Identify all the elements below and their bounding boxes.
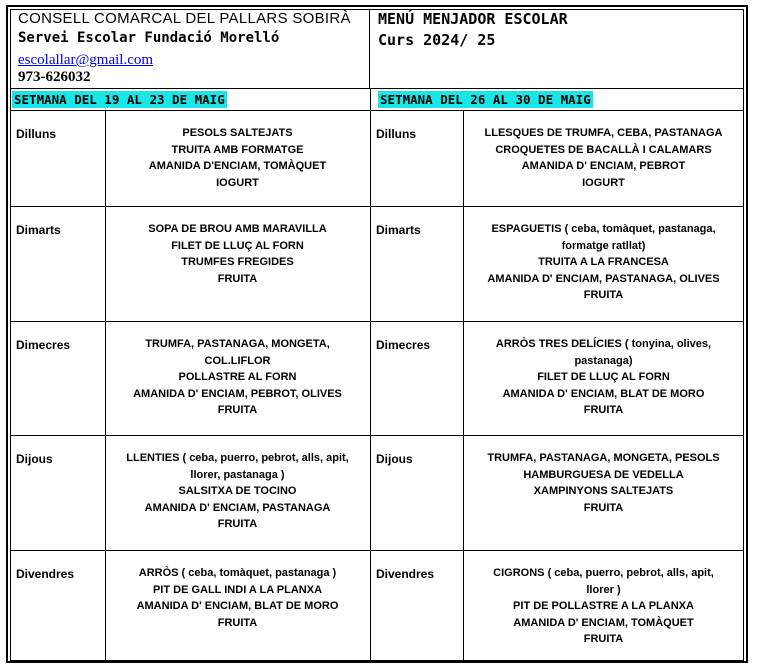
day-name: Dilluns bbox=[16, 127, 57, 141]
menu-grid bbox=[10, 111, 744, 661]
dish-list bbox=[109, 221, 366, 287]
dish-item: PIT DE POLLASTRE A LA PLANXA bbox=[513, 600, 694, 612]
day-row bbox=[10, 550, 744, 661]
dish-item: FRUITA bbox=[583, 404, 624, 416]
dish-item: TRUMFA, PASTANAGA, MONGETA, bbox=[145, 338, 330, 350]
day-name: Dimarts bbox=[376, 223, 421, 237]
dish-list bbox=[467, 450, 740, 516]
dish-list bbox=[109, 336, 366, 419]
dish-item: FRUITA bbox=[217, 616, 258, 629]
week-1-label: SETMANA DEL 19 AL 23 DE MAIG bbox=[14, 92, 225, 107]
day-name: Dijous bbox=[376, 452, 413, 466]
dish-item: formatge ratllat) bbox=[561, 239, 646, 252]
dish-item: SOPA DE BROU AMB MARAVILLA bbox=[148, 223, 327, 235]
dish-item: LLENTIES ( ceba, puerro, pebrot, alls, apit, bbox=[126, 452, 349, 464]
week-2-label: SETMANA DEL 26 AL 30 DE MAIG bbox=[380, 92, 591, 107]
dish-list bbox=[467, 221, 740, 304]
dish-item: ARRÒS ( ceba, tomàquet, pastanaga ) bbox=[138, 567, 337, 579]
day-name: Dimecres bbox=[376, 338, 431, 352]
day-row bbox=[10, 111, 744, 206]
day-name: Dilluns bbox=[376, 127, 417, 141]
dish-item: FRUITA bbox=[217, 404, 258, 416]
dish-item: TRUMFES FREGIDES bbox=[181, 256, 294, 268]
dish-item: llorer ) bbox=[586, 583, 621, 596]
dish-item: AMANIDA D' ENCIAM, PEBROT bbox=[521, 160, 686, 172]
dish-item: FRUITA bbox=[583, 501, 624, 514]
dish-list bbox=[109, 565, 366, 631]
dish-item: ARRÒS TRES DELÍCIES ( tonyina, olives, bbox=[495, 338, 712, 350]
service-name: Servei Escolar Fundació Morelló bbox=[18, 30, 280, 46]
dish-item: AMANIDA D' ENCIAM, PASTANAGA bbox=[144, 501, 331, 514]
dish-item: XAMPINYONS SALTEJATS bbox=[533, 485, 674, 497]
day-row bbox=[10, 206, 744, 321]
dish-item: PESOLS SALTEJATS bbox=[182, 127, 293, 139]
day-row bbox=[10, 435, 744, 550]
dish-item: FRUITA bbox=[583, 633, 624, 645]
dish-item: AMANIDA D'ENCIAM, TOMÀQUET bbox=[148, 160, 327, 172]
dish-item: FRUITA bbox=[217, 272, 258, 285]
dish-item: IOGURT bbox=[582, 176, 625, 189]
menu-title: MENÚ MENJADOR ESCOLAR bbox=[378, 10, 568, 28]
dish-item: TRUITA A LA FRANCESA bbox=[538, 256, 669, 268]
phone-number: 973-626032 bbox=[18, 69, 91, 85]
dish-item: IOGURT bbox=[216, 176, 259, 189]
dish-item: llorer, pastanaga ) bbox=[190, 468, 285, 481]
dish-item: FRUITA bbox=[583, 289, 624, 301]
day-name: Dijous bbox=[16, 452, 53, 466]
dish-item: SALSITXA DE TOCINO bbox=[178, 485, 297, 497]
dish-item: AMANIDA D' ENCIAM, BLAT DE MORO bbox=[502, 387, 705, 400]
dish-item: FILET DE LLUÇ AL FORN bbox=[171, 239, 304, 252]
day-name: Divendres bbox=[16, 567, 75, 581]
course-year: Curs 2024/ 25 bbox=[378, 31, 496, 49]
dish-item: FRUITA bbox=[217, 518, 258, 530]
header-left bbox=[10, 9, 370, 89]
dish-item: FILET DE LLUÇ AL FORN bbox=[537, 371, 670, 383]
dish-item: AMANIDA D' ENCIAM, BLAT DE MORO bbox=[136, 600, 339, 612]
day-name: Dimarts bbox=[16, 223, 61, 237]
dish-list bbox=[467, 125, 740, 191]
dish-list bbox=[467, 336, 740, 419]
dish-list bbox=[109, 125, 366, 191]
week-divider bbox=[370, 89, 371, 111]
dish-item: CROQUETES DE BACALLÀ I CALAMARS bbox=[495, 143, 712, 156]
email-link[interactable]: escolallar@gmail.com bbox=[18, 52, 154, 68]
org-name: CONSELL COMARCAL DEL PALLARS SOBIRÀ bbox=[18, 10, 351, 27]
dish-item: HAMBURGUESA DE VEDELLA bbox=[523, 468, 684, 481]
day-row bbox=[10, 321, 744, 435]
day-name: Dimecres bbox=[16, 338, 71, 352]
dish-list bbox=[109, 450, 366, 533]
header-right bbox=[370, 9, 744, 89]
dish-list bbox=[467, 565, 740, 648]
dish-item: TRUMFA, PASTANAGA, MONGETA, PESOLS bbox=[487, 452, 720, 464]
dish-item: AMANIDA D' ENCIAM, PASTANAGA, OLIVES bbox=[487, 272, 720, 285]
dish-item: AMANIDA D' ENCIAM, TOMÀQUET bbox=[513, 616, 694, 629]
dish-item: AMANIDA D' ENCIAM, PEBROT, OLIVES bbox=[133, 387, 342, 400]
dish-item: ESPAGUETIS ( ceba, tomàquet, pastanaga, bbox=[491, 223, 716, 235]
dish-item: pastanaga) bbox=[574, 354, 633, 367]
week-header-row bbox=[10, 89, 744, 111]
dish-item: CIGRONS ( ceba, puerro, pebrot, alls, apit, bbox=[493, 567, 714, 579]
dish-item: TRUITA AMB FORMATGE bbox=[171, 143, 304, 156]
dish-item: PIT DE GALL INDI A LA PLANXA bbox=[152, 583, 323, 596]
day-name: Divendres bbox=[376, 567, 435, 581]
dish-item: LLESQUES DE TRUMFA, CEBA, PASTANAGA bbox=[484, 127, 723, 139]
dish-item: POLLASTRE AL FORN bbox=[178, 371, 297, 383]
header bbox=[10, 9, 744, 89]
dish-item: COL.LIFLOR bbox=[204, 354, 271, 367]
